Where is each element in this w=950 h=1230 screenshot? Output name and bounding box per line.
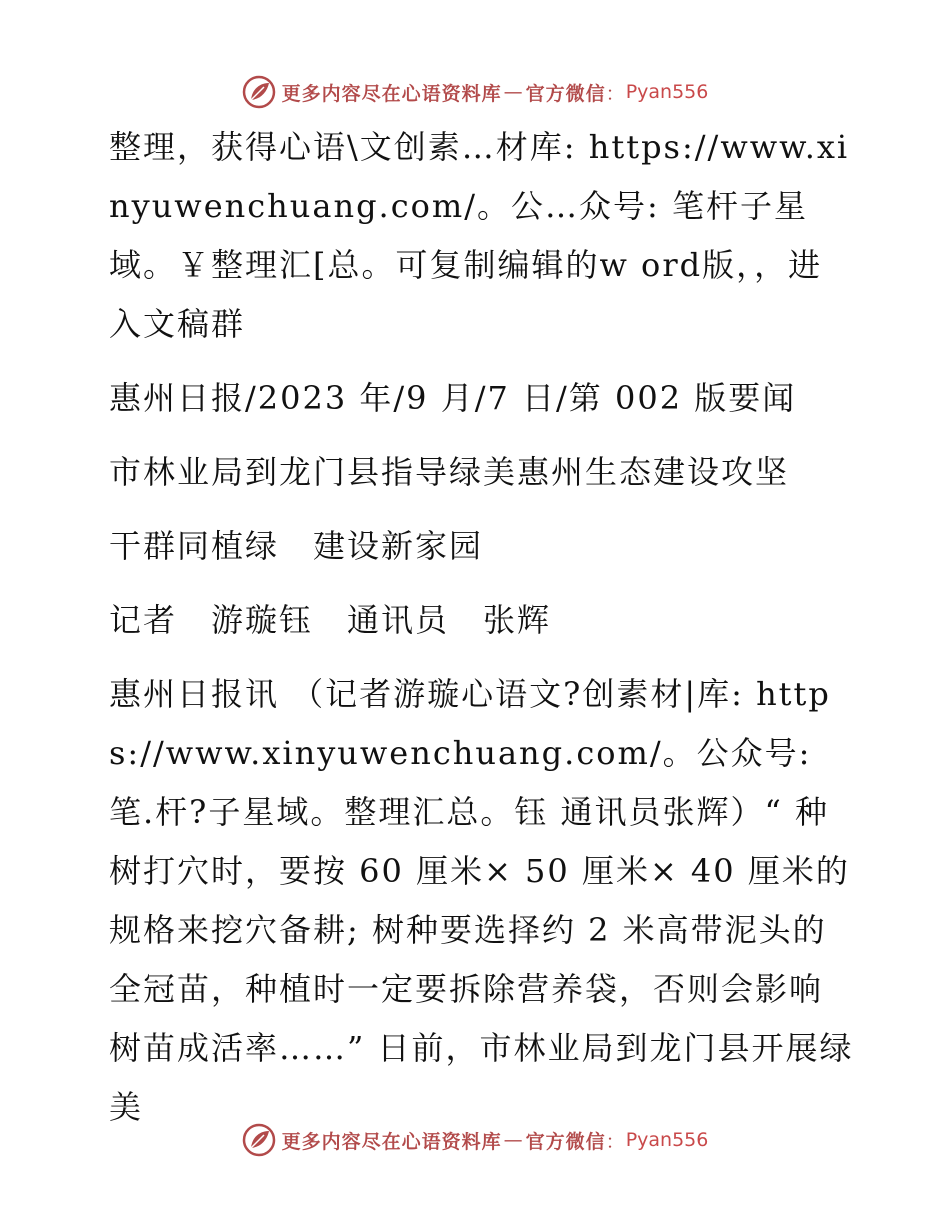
article-title: 干群同植绿 建设新家园 [109, 527, 484, 565]
banner-lead-text: 更多内容尽在心语资料库 [281, 82, 502, 105]
banner-account: Pyan556 [625, 1129, 709, 1151]
source-line: 惠州日报/2023 年/9 月/7 日/第 002 版要闻 [109, 379, 797, 417]
leaf-logo-icon [242, 1123, 276, 1157]
banner-lead-text: 更多内容尽在心语资料库 [281, 1130, 502, 1153]
body-paragraph: 惠州日报讯 （记者游璇心语文?创素材|库: https://www.xinyuwenchuang.com/。公众号: 笔.杆?子星域。整理汇总。钰 通讯员张辉）“ 种树打穴时，要按 60 厘米× 50 厘米× 40 厘米的规格来挖穴备耕; 树种要选择约 2 米高带泥头的全冠苗，种植时一定要拆除营养袋，否则会影响树苗成活率……” 日前，市林业局到龙门县开展绿美 [109, 675, 854, 1126]
intro-paragraph: 整理，获得心语\文创素…材库: https://www.xinyuwenchuang.com/。公…众号: 笔杆子星域。￥整理汇[总。可复制编辑的w ord版，，进入文稿群 [109, 128, 850, 343]
banner-colon: ： [605, 1130, 626, 1153]
banner-colon: ： [605, 82, 626, 105]
article-subhead: 市林业局到龙门县指导绿美惠州生态建设攻坚 [109, 453, 790, 491]
byline: 记者 游璇钰 通讯员 张辉 [109, 601, 552, 639]
header-banner [0, 70, 950, 114]
banner-official-text: 官方微信 [525, 82, 606, 105]
footer-banner [0, 1118, 950, 1162]
banner-account: Pyan556 [625, 81, 709, 103]
article-body [96, 118, 856, 1152]
banner-dash: — [503, 81, 524, 103]
banner-dash: — [503, 1129, 524, 1151]
leaf-logo-icon [242, 75, 276, 109]
banner-official-text: 官方微信 [525, 1130, 606, 1153]
